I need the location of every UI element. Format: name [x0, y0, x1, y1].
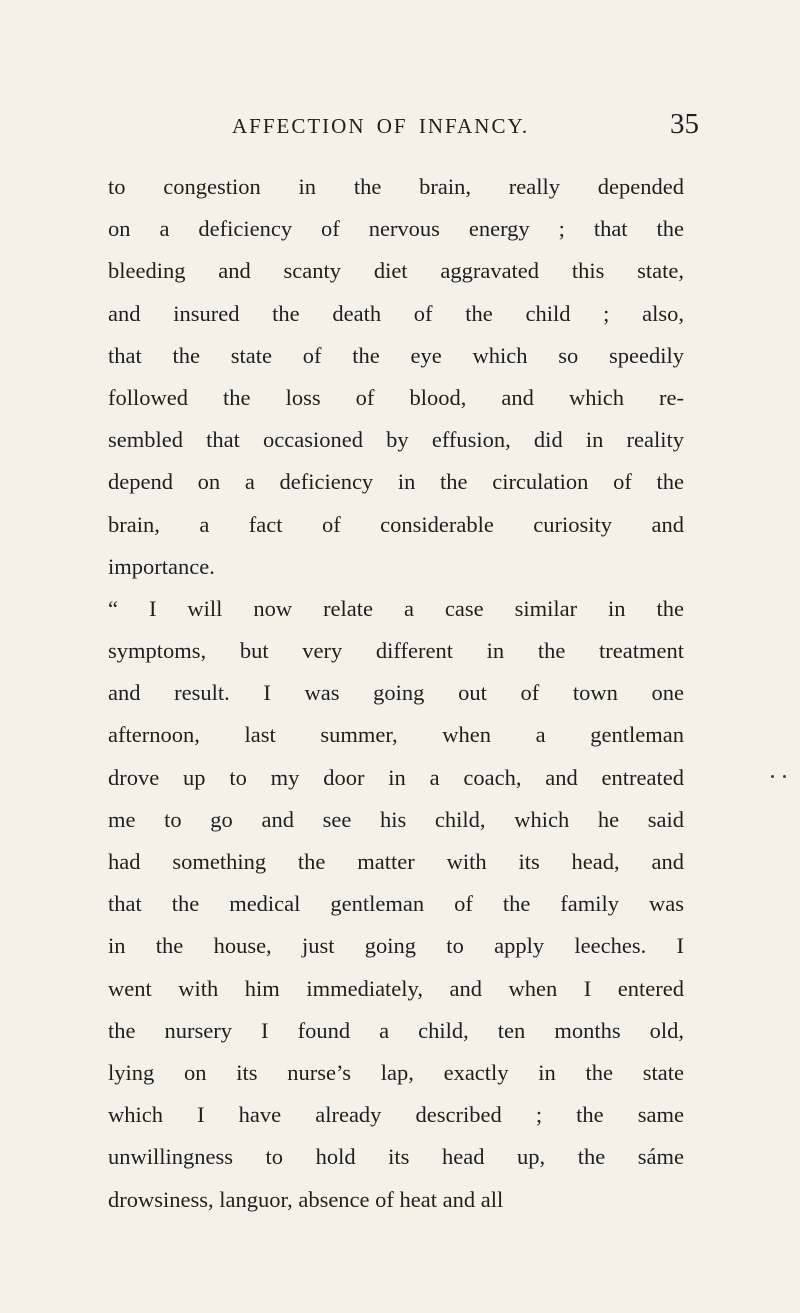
- text-line: afternoon, last summer, when a gentleman: [108, 722, 684, 748]
- page-number: 35: [670, 108, 699, 140]
- running-title: AFFECTION OF INFANCY.: [232, 114, 530, 138]
- text-line: bleeding and scanty diet aggravated this state,: [108, 258, 684, 284]
- text-line: that the medical gentleman of the family was: [108, 891, 684, 917]
- text-line: brain, a fact of considerable curiosity and: [108, 511, 684, 537]
- text-line: and insured the death of the child ; also,: [108, 300, 684, 326]
- text-line: “ I will now relate a case similar in the: [108, 595, 684, 621]
- text-line: drove up to my door in a coach, and entreated: [108, 764, 684, 790]
- text-line: unwillingness to hold its head up, the sáme: [108, 1144, 684, 1170]
- margin-specks: [771, 773, 787, 781]
- text-line: sembled that occasioned by effusion, did in reality: [108, 427, 684, 453]
- text-line: importance.: [108, 553, 215, 579]
- text-line: symptoms, but very different in the treatment: [108, 638, 684, 664]
- page-header: [232, 108, 732, 146]
- text-line: had something the matter with its head, and: [108, 849, 684, 874]
- text-line: followed the loss of blood, and which re-: [108, 384, 684, 410]
- text-line: in the house, just going to apply leeches. I: [108, 933, 684, 959]
- text-line: depend on a deficiency in the circulation of the: [108, 469, 684, 495]
- text-line: to congestion in the brain, really depended: [108, 174, 684, 199]
- text-line: drowsiness, languor, absence of heat and all: [108, 1186, 504, 1212]
- text-line: me to go and see his child, which he said: [108, 806, 684, 832]
- text-line: which I have already described ; the same: [108, 1102, 684, 1128]
- body-text: [108, 166, 684, 1221]
- text-line: lying on its nurse’s lap, exactly in the state: [108, 1059, 684, 1085]
- text-line: and result. I was going out of town one: [108, 680, 684, 706]
- text-line: that the state of the eye which so speedily: [108, 342, 684, 368]
- text-line: on a deficiency of nervous energy ; that the: [108, 216, 684, 242]
- text-line: the nursery I found a child, ten months old,: [108, 1017, 684, 1043]
- text-line: went with him immediately, and when I entered: [108, 975, 684, 1001]
